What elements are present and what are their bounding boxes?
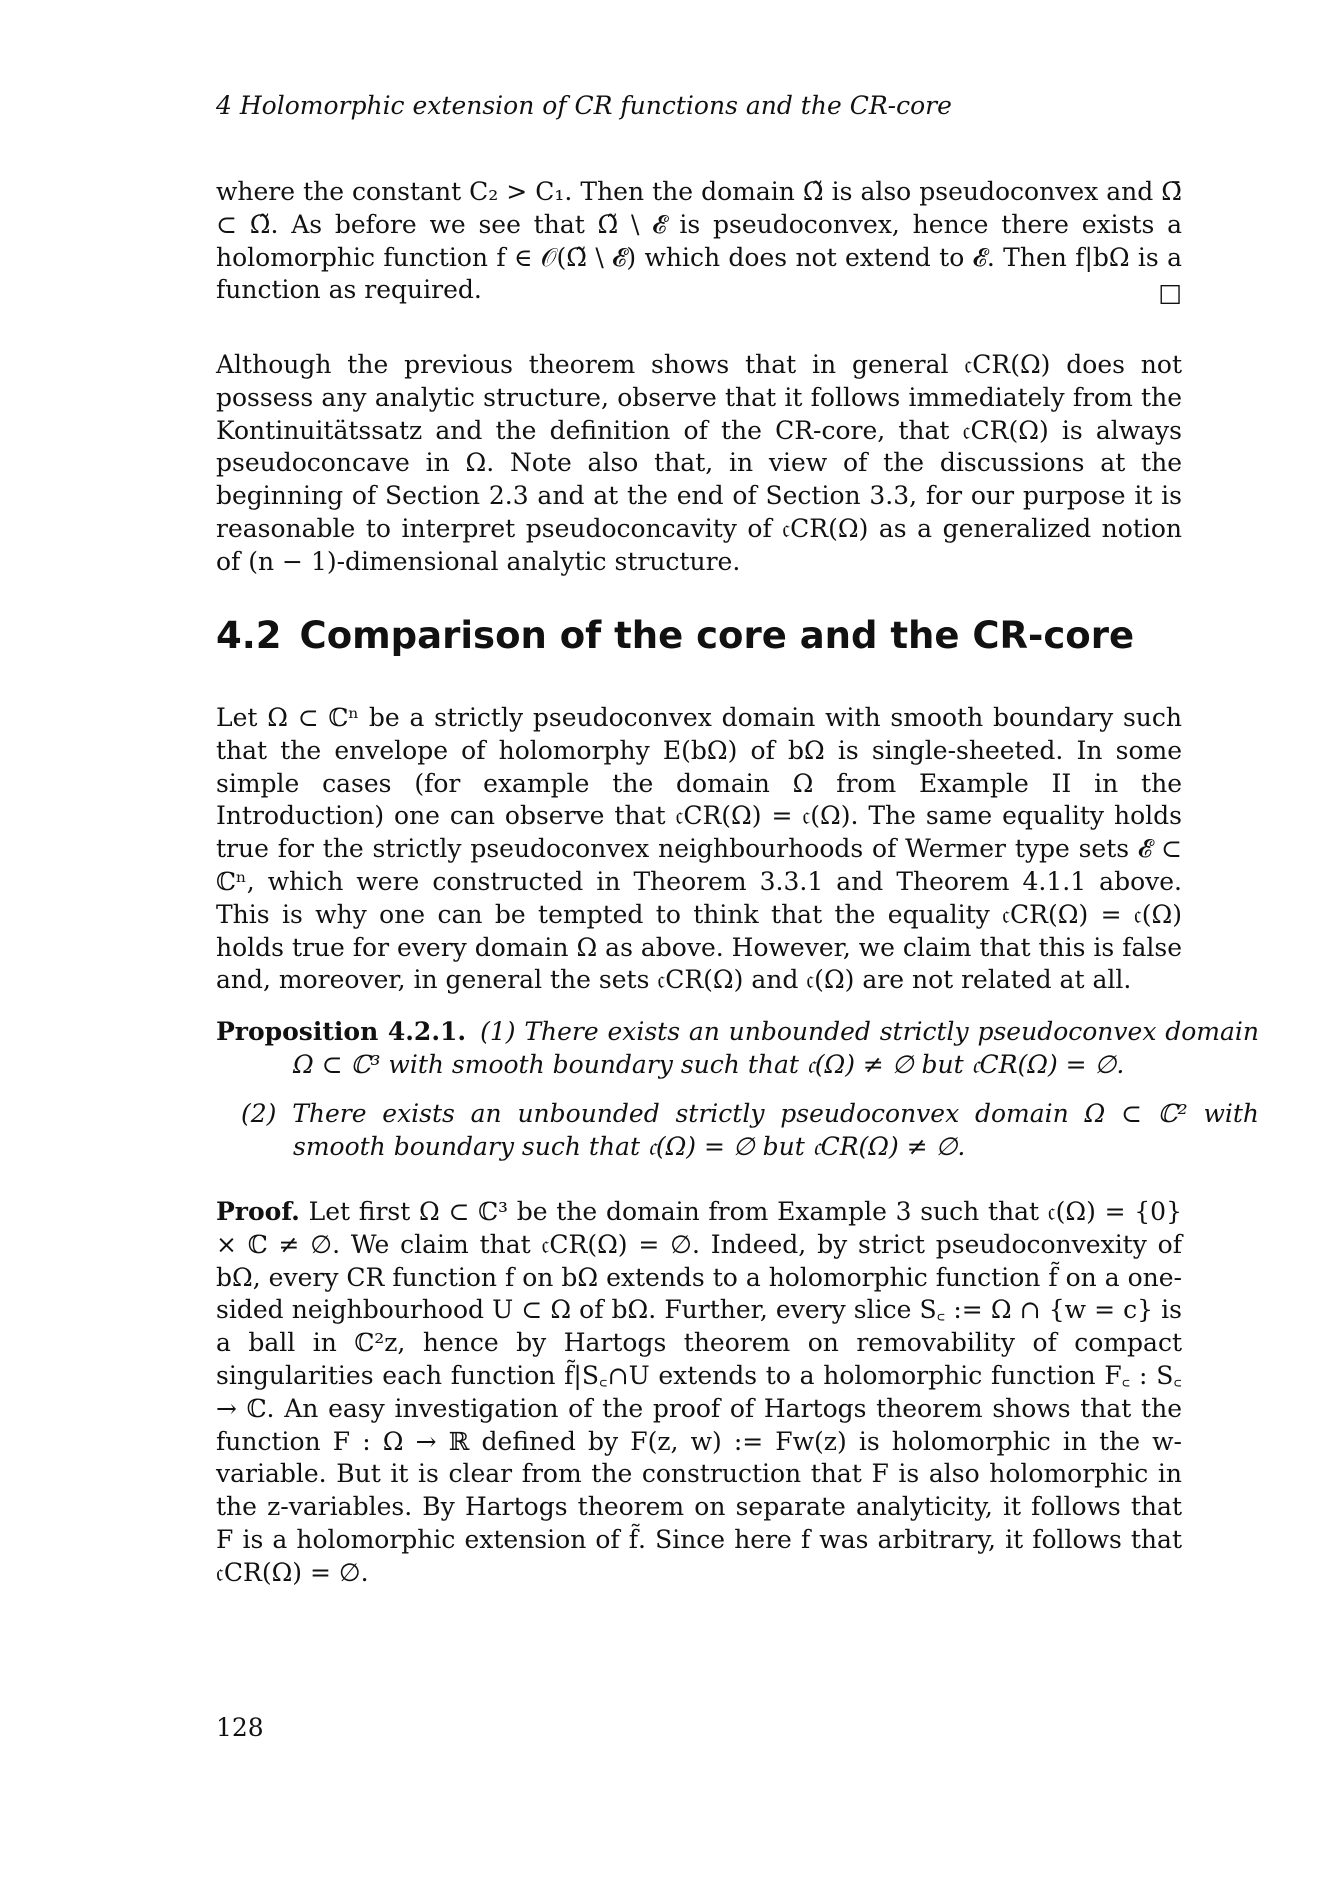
proof-paragraph	[216, 1196, 1182, 1590]
proposition-item-1-text: (1) There exists an unbounded strictly pseudoconvex domain Ω ⊂ ℂ³ with smooth boundary such that 𝔠(Ω) ≠ ∅ but 𝔠CR(Ω) = ∅.	[293, 1017, 1259, 1079]
qed-symbol: □	[1158, 278, 1182, 307]
section-heading	[216, 614, 1134, 658]
paragraph-comparison-intro: Let Ω ⊂ ℂⁿ be a strictly pseudoconvex domain with smooth boundary such that the envelope of holomorphy E(bΩ) of bΩ is single-sheeted. In some simple cases (for example the domain Ω from Example II in the Introduction) one can observe that 𝔠CR(Ω) = 𝔠(Ω). The same equality holds true for the strictly pseudoconvex neighbourhoods of Wermer type sets 𝓔 ⊂ ℂⁿ, which were constructed in Theorem 3.3.1 and Theorem 4.1.1 above. This is why one can be tempted to think that the equality 𝔠CR(Ω) = 𝔠(Ω) holds true for every domain Ω as above. However, we claim that this is false and, moreover, in general the sets 𝔠CR(Ω) and 𝔠(Ω) are not related at all.	[216, 703, 1182, 995]
paragraph-pseudoconcavity: Although the previous theorem shows that in general 𝔠CR(Ω) does not possess any analytic structure, observe that it follows immediately from the Kontinuitätssatz and the definition of the CR-core, that 𝔠CR(Ω) is always pseudoconcave in Ω. Note also that, in view of the discussions at the beginning of Section 2.3 and at the end of Section 3.3, for our purpose it is reasonable to interpret pseudoconcavity of 𝔠CR(Ω) as a generalized notion of (n − 1)-dimensional analytic structure.	[216, 350, 1182, 576]
paragraph-proof-end: where the constant C₂ > C₁. Then the domain Ω̃ is also pseudoconvex and Ω̄ ⊂ Ω̃. As before we see that Ω̃ \ 𝓔 is pseudoconvex, hence there exists a holomorphic function f ∈ 𝒪(Ω̃ \ 𝓔) which does not extend to 𝓔. Then f|bΩ is a function as required.	[216, 177, 1182, 305]
proof-text: Let first Ω ⊂ ℂ³ be the domain from Example 3 such that 𝔠(Ω) = {0} × ℂ ≠ ∅. We claim that 𝔠CR(Ω) = ∅. Indeed, by strict pseudoconvexity of bΩ, every CR function f on bΩ extends to a holomorphic function f̃ on a one-sided neighbourhood U ⊂ Ω of bΩ. Further, every slice S꜀ := Ω ∩ {w = c} is a ball in ℂ²z, hence by Hartogs theorem on removability of compact singularities each function f̃|S꜀∩U extends to a holomorphic function F꜀ : S꜀ → ℂ. An easy investigation of the proof of Hartogs theorem shows that the function F : Ω → ℝ defined by F(z, w) := Fw(z) is holomorphic in the w-variable. But it is clear from the construction that F is also holomorphic in the z-variables. By Hartogs theorem on separate analyticity, it follows that F is a holomorphic extension of f̃. Since here f was arbitrary, it follows that 𝔠CR(Ω) = ∅.	[216, 1197, 1182, 1587]
proof-label: Proof.	[216, 1197, 300, 1226]
running-head: 4 Holomorphic extension of CR functions and the CR-core	[216, 91, 952, 120]
section-title: Comparison of the core and the CR-core	[299, 614, 1135, 657]
page-number: 128	[216, 1713, 264, 1742]
proposition-label: Proposition 4.2.1.	[216, 1017, 467, 1046]
proposition-item-2: (2) There exists an unbounded strictly pseudoconvex domain Ω ⊂ ℂ² with smooth boundary such that 𝔠(Ω) = ∅ but 𝔠CR(Ω) ≠ ∅.	[241, 1099, 1259, 1161]
section-number: 4.2	[216, 614, 282, 657]
proposition-item-1	[216, 1016, 1259, 1082]
